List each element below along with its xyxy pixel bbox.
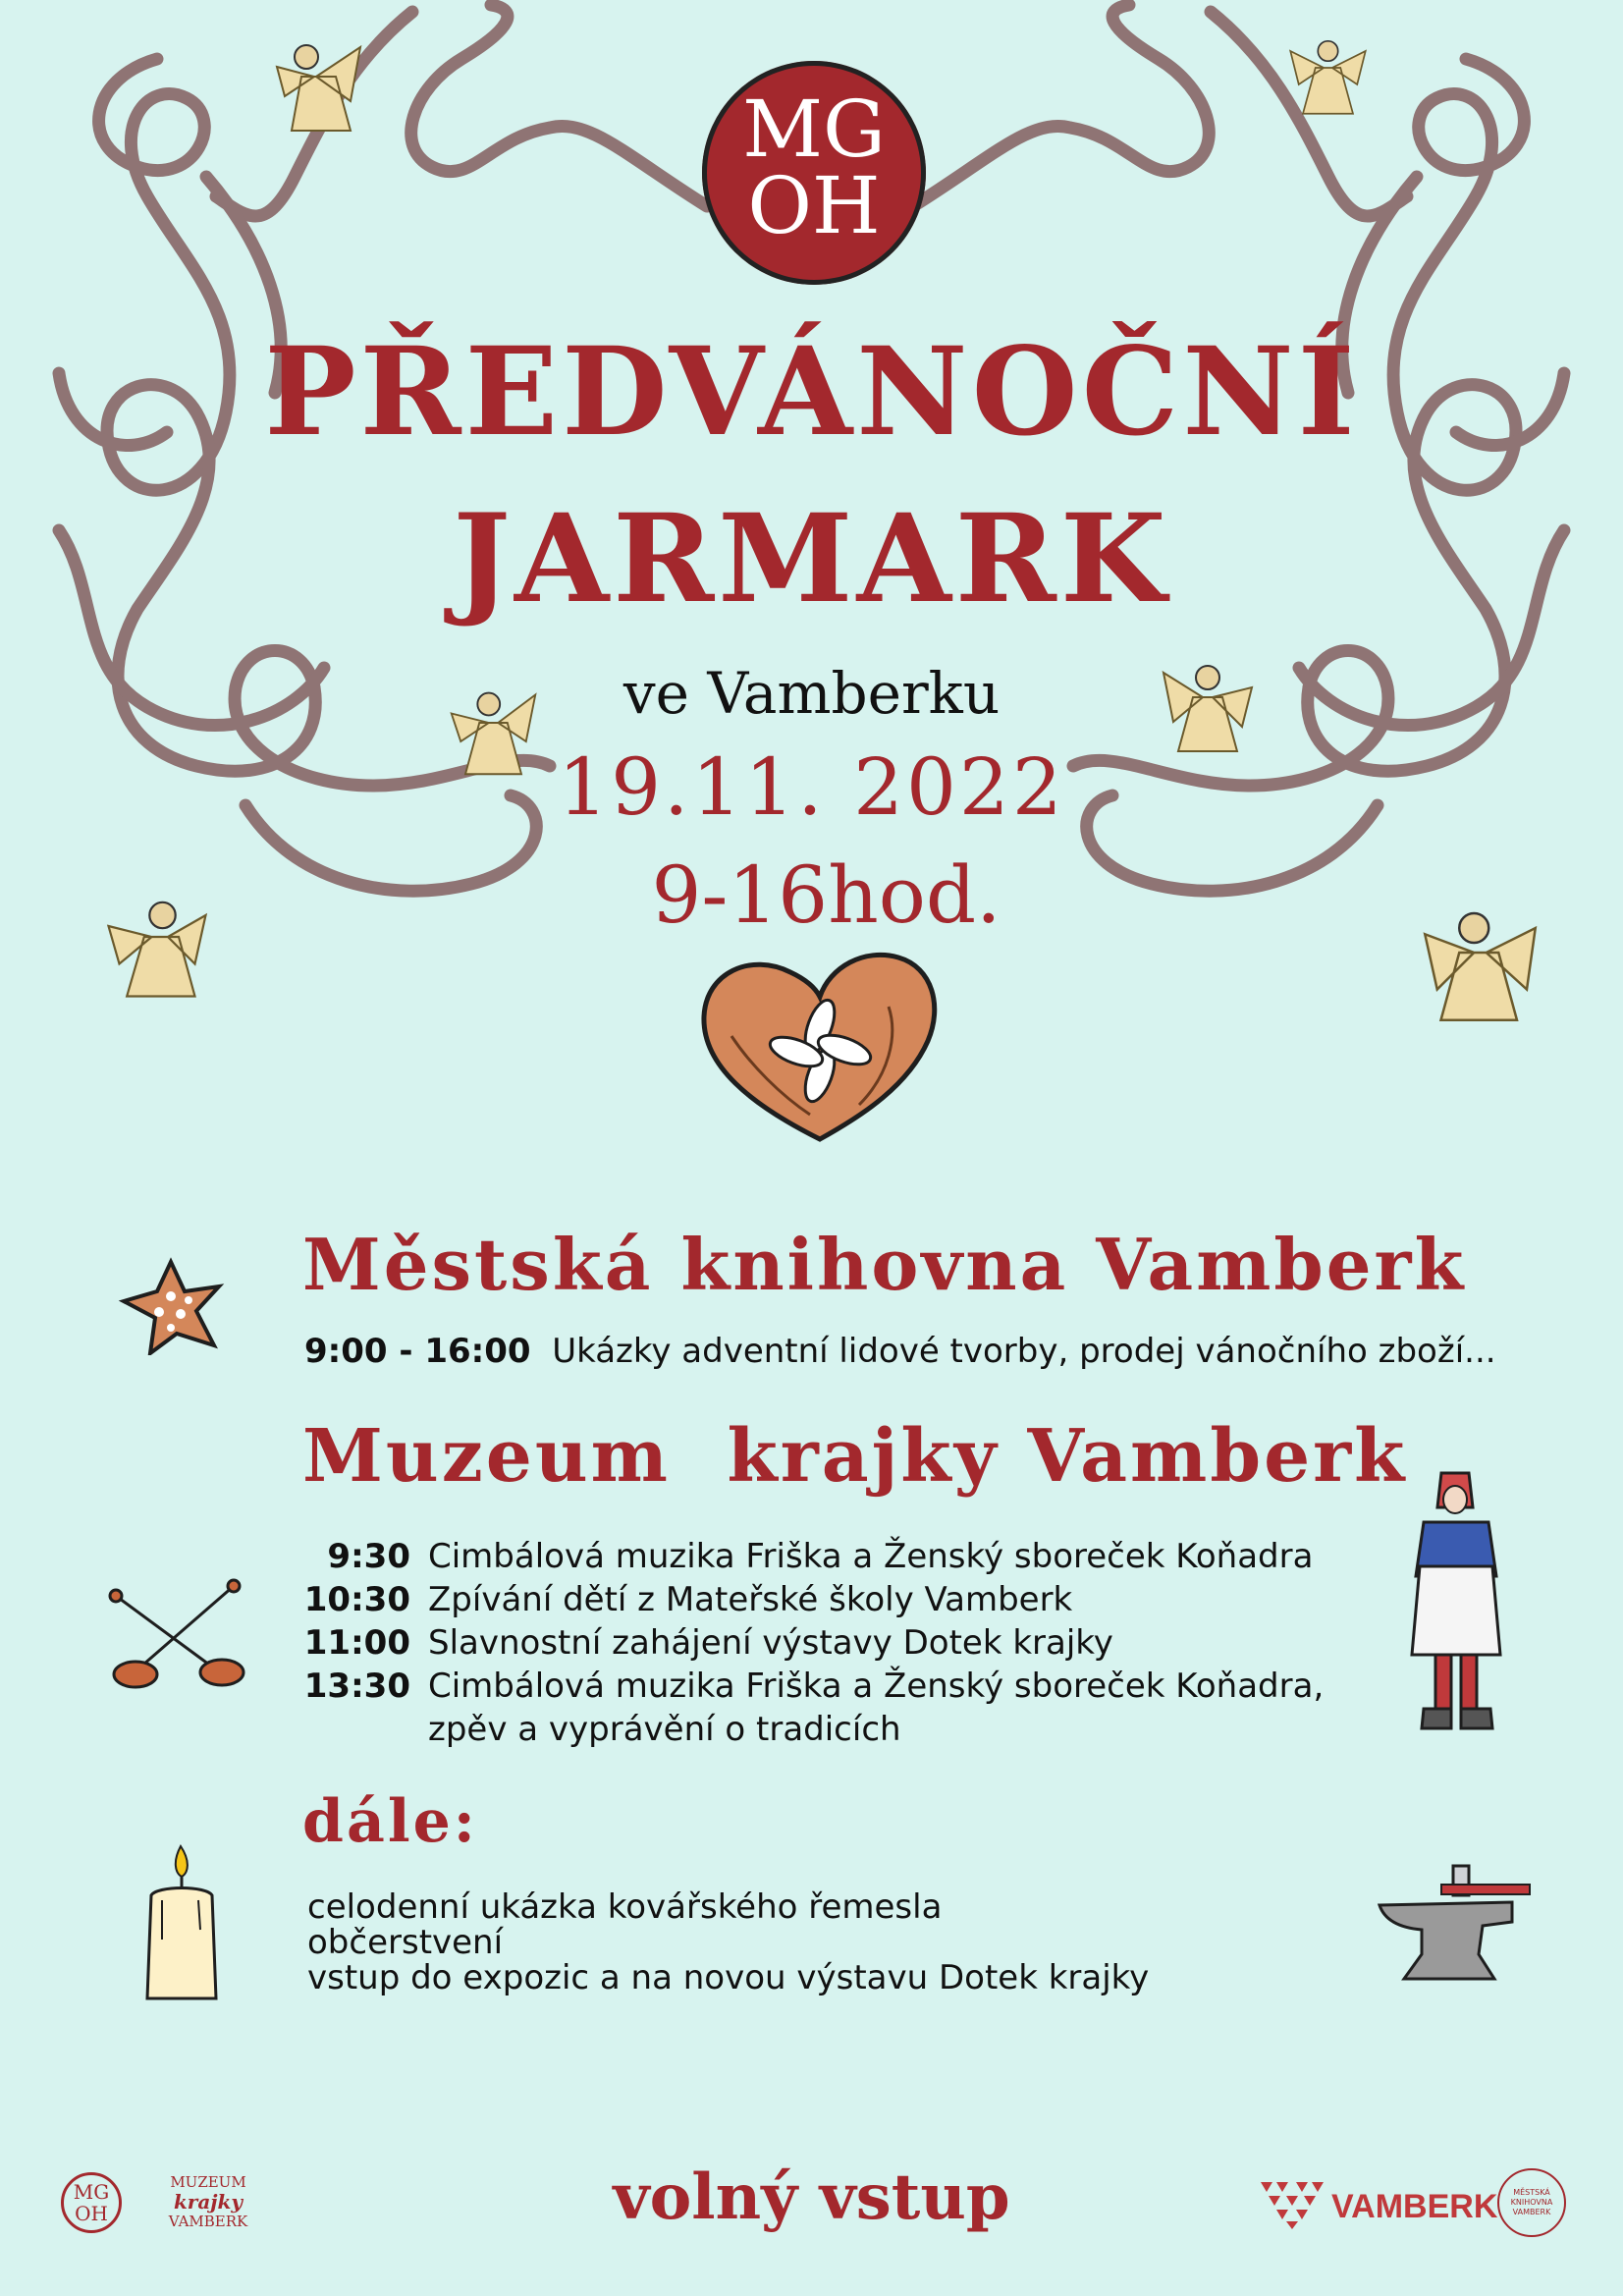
mgoh-logo-seal <box>702 61 926 285</box>
mgoh-logo-line1: MG <box>742 83 886 175</box>
vamberk-town-name: VAMBERK <box>1331 2188 1498 2225</box>
further-item: celodenní ukázka kovářského řemesla <box>307 1887 943 1927</box>
library-row <box>304 1332 1496 1371</box>
program-text: Zpívání dětí z Mateřské školy Vamberk <box>428 1580 1073 1619</box>
straw-angel-icon <box>447 685 540 779</box>
vamberk-lace-heart-icon <box>1257 2176 1327 2231</box>
straw-angel-icon <box>267 37 365 136</box>
straw-angel-icon <box>1159 658 1257 756</box>
footer-museum-logo-line3: VAMBERK <box>168 2213 248 2230</box>
program-item <box>285 1623 1113 1663</box>
straw-angel-icon <box>1419 903 1542 1026</box>
footer-mgoh-line2: OH <box>75 2202 108 2225</box>
mgoh-logo-line2: OH <box>747 160 881 251</box>
footer-museum-logo-line2: krajky <box>173 2190 243 2214</box>
museum-heading: Muzeum krajky Vamberk <box>302 1414 1408 1499</box>
program-item <box>285 1667 1324 1706</box>
wafer-irons-icon <box>106 1576 248 1694</box>
program-item <box>285 1537 1313 1576</box>
footer-mgoh-line1: MG <box>73 2180 110 2204</box>
program-text: Cimbálová muzika Friška a Ženský sboreček Koňadra, <box>428 1667 1325 1706</box>
candle-icon <box>137 1841 226 2008</box>
further-item: občerstvení <box>307 1923 504 1962</box>
footer-museum-logo-line1: MUZEUM <box>170 2173 246 2191</box>
program-item <box>285 1710 901 1749</box>
place-subtitle: ve Vamberku <box>622 660 1001 727</box>
program-time: 9:30 <box>327 1537 410 1576</box>
event-date: 19.11. 2022 <box>558 741 1065 833</box>
program-time: 10:30 <box>303 1580 410 1619</box>
free-admission-text: volný vstup <box>613 2160 1010 2234</box>
library-heading: Městská knihovna Vamberk <box>302 1223 1467 1306</box>
library-text: Ukázky adventní lidové tvorby, prodej vánočního zboží... <box>552 1332 1496 1371</box>
program-time: 11:00 <box>303 1623 410 1663</box>
gingerbread-heart-icon <box>692 948 947 1149</box>
anvil-icon <box>1375 1861 1542 1994</box>
program-item <box>285 1580 1072 1619</box>
straw-angel-icon <box>1286 34 1370 118</box>
folk-costume-figure-icon <box>1402 1468 1510 1738</box>
library-time: 9:00 - 16:00 <box>304 1332 531 1371</box>
title-line2: JARMARK <box>453 488 1170 630</box>
library-seal-logo <box>1497 2168 1566 2237</box>
program-time: 13:30 <box>303 1667 410 1706</box>
program-text: Cimbálová muzika Friška a Ženský sboreček Koňadra <box>428 1537 1314 1576</box>
further-heading: dále: <box>302 1787 478 1856</box>
title-line1: PŘEDVÁNOČNÍ <box>264 321 1359 464</box>
further-item: vstup do expozic a na novou výstavu Dotek krajky <box>307 1958 1150 1997</box>
gingerbread-star-icon <box>116 1257 226 1355</box>
straw-angel-icon <box>103 894 211 1002</box>
event-hours: 9-16hod. <box>651 849 1001 941</box>
library-seal-text: MĚSTSKÁ KNIHOVNA VAMBERK <box>1510 2188 1553 2216</box>
program-text: Slavnostní zahájení výstavy Dotek krajky <box>428 1623 1113 1663</box>
program-text: zpěv a vyprávění o tradicích <box>428 1710 901 1749</box>
